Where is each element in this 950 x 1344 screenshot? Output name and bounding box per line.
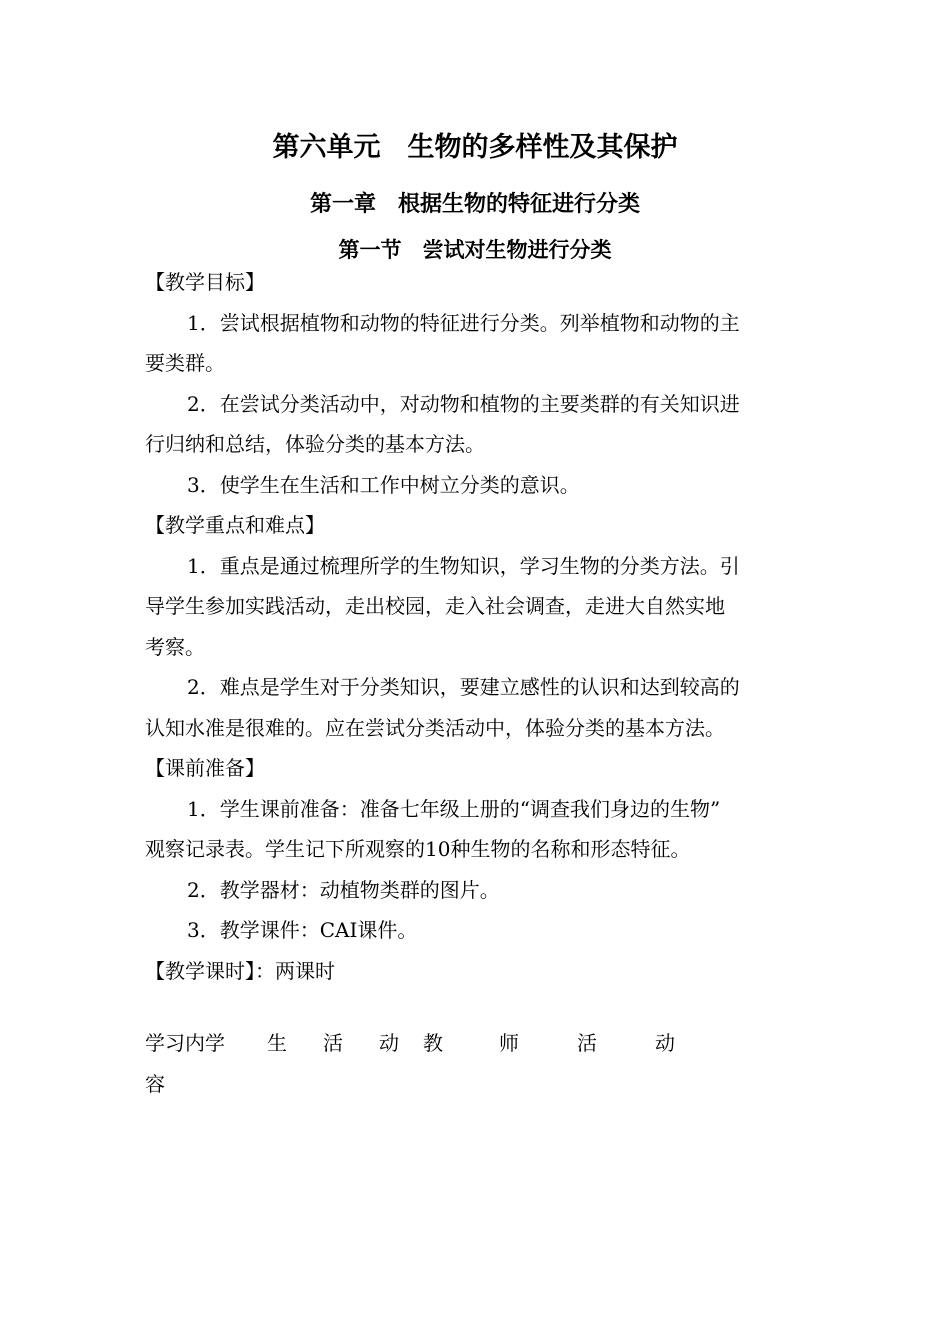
col-student-char-3: 动: [379, 1031, 399, 1055]
keypoint-1-line-2: 导学生参加实践活动，走出校园，走入社会调查，走进大自然实地: [145, 594, 725, 618]
col-student-char-0: 学: [205, 1031, 225, 1055]
table-header-row: [145, 1023, 805, 1064]
prep-1-line-2: 观察记录表。学生记下所观察的10种生物的名称和形态特征。: [145, 837, 691, 861]
goal-2-line-1: 2．在尝试分类活动中，对动物和植物的主要类群的有关知识进: [187, 391, 740, 416]
goal-3: 3．使学生在生活和工作中树立分类的意识。: [187, 472, 580, 497]
goal-2-line-2: 行归纳和总结，体验分类的基本方法。: [145, 432, 485, 456]
col-content-header-line-2: 容: [145, 1071, 165, 1096]
prep-heading: 【课前准备】: [145, 756, 265, 780]
keypoint-2-line-1: 2．难点是学生对于分类知识，要建立感性的认识和达到较高的: [187, 675, 740, 699]
prep-3: 3．教学课件：CAI课件。: [187, 918, 418, 942]
prep-2: 2．教学器材：动植物类群的图片。: [187, 877, 500, 902]
document-body: [145, 262, 805, 1104]
col-teacher-char-0: 教: [423, 1031, 443, 1055]
goal-1-line-1: 1．尝试根据植物和动物的特征进行分类。列举植物和动物的主: [187, 310, 740, 335]
col-content-header: 学习内: [145, 1031, 205, 1055]
keypoint-1-line-3: 考察。: [145, 634, 205, 659]
col-teacher-char-2: 活: [577, 1031, 597, 1055]
col-student-char-2: 活: [323, 1031, 343, 1055]
prep-1-line-1: 1．学生课前准备：准备七年级上册的“调查我们身边的生物”: [187, 796, 721, 821]
keypoint-1-line-1: 1．重点是通过梳理所学的生物知识，学习生物的分类方法。引: [187, 553, 740, 578]
goals-heading: 【教学目标】: [145, 270, 265, 294]
col-teacher-char-3: 动: [655, 1031, 675, 1055]
col-teacher-char-1: 师: [499, 1031, 519, 1055]
section-title: 第一节 尝试对生物进行分类: [338, 238, 612, 262]
unit-title: 第六单元 生物的多样性及其保护: [272, 132, 678, 163]
goal-1-line-2: 要类群。: [145, 351, 225, 375]
chapter-title: 第一章 根据生物的特征进行分类: [309, 192, 640, 217]
keypoints-heading: 【教学重点和难点】: [145, 513, 325, 537]
hours-line: 【教学课时】：两课时: [145, 958, 335, 983]
keypoint-2-line-2: 认知水准是很难的。应在尝试分类活动中，体验分类的基本方法。: [145, 715, 725, 740]
col-student-char-1: 生: [267, 1031, 287, 1055]
spacer: [145, 991, 805, 1023]
